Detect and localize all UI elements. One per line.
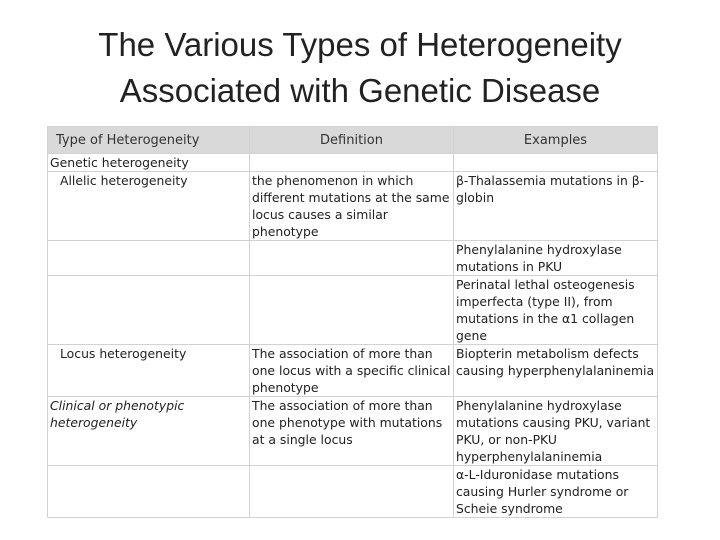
- table-row: [48, 466, 658, 518]
- row-type-cell: Locus heterogeneity: [48, 345, 250, 397]
- row-example-cell: Phenylalanine hydroxylase mutations causing PKU, variant PKU, or non-PKU hyperphenylalaninemia: [454, 397, 658, 466]
- row-example-cell: Biopterin metabolism defects causing hyperphenylalaninemia: [454, 345, 658, 397]
- row-example-cell: α-L-Iduronidase mutations causing Hurler syndrome or Scheie syndrome: [454, 466, 658, 518]
- row-type-cell: [48, 466, 250, 518]
- table-row: [48, 345, 658, 397]
- title-line-2: Associated with Genetic Disease: [119, 72, 601, 109]
- table-row: [48, 241, 658, 276]
- row-type-cell: Allelic heterogeneity: [48, 172, 250, 241]
- table-row: [48, 276, 658, 345]
- row-definition-cell: The association of more than one phenotype with mutations at a single locus: [250, 397, 454, 466]
- title-line-1: The Various Types of Heterogeneity: [98, 26, 622, 63]
- row-example-cell: Perinatal lethal osteogenesis imperfecta (type II), from mutations in the α1 collagen gene: [454, 276, 658, 345]
- row-definition-cell: [250, 276, 454, 345]
- row-type-cell: [48, 241, 250, 276]
- row-example-cell: β-Thalassemia mutations in β-globin: [454, 172, 658, 241]
- slide-title: [0, 22, 720, 114]
- row-type-cell: Clinical or phenotypic heterogeneity: [48, 397, 250, 466]
- row-example-cell: Phenylalanine hydroxylase mutations in PKU: [454, 241, 658, 276]
- row-definition-cell: [250, 466, 454, 518]
- table-row: [48, 172, 658, 241]
- row-definition-cell: the phenomenon in which different mutations at the same locus causes a similar phenotype: [250, 172, 454, 241]
- row-type-cell: Genetic heterogeneity: [48, 154, 250, 172]
- row-definition-cell: The association of more than one locus with a specific clinical phenotype: [250, 345, 454, 397]
- table-row: [48, 154, 658, 172]
- table-header-row: [48, 127, 658, 154]
- row-type-cell: [48, 276, 250, 345]
- column-header-definition: Definition: [250, 127, 454, 154]
- row-definition-cell: [250, 241, 454, 276]
- row-definition-cell: [250, 154, 454, 172]
- table-row: [48, 397, 658, 466]
- heterogeneity-table: [47, 126, 658, 518]
- row-example-cell: [454, 154, 658, 172]
- column-header-examples: Examples: [454, 127, 658, 154]
- column-header-type: Type of Heterogeneity: [48, 127, 250, 154]
